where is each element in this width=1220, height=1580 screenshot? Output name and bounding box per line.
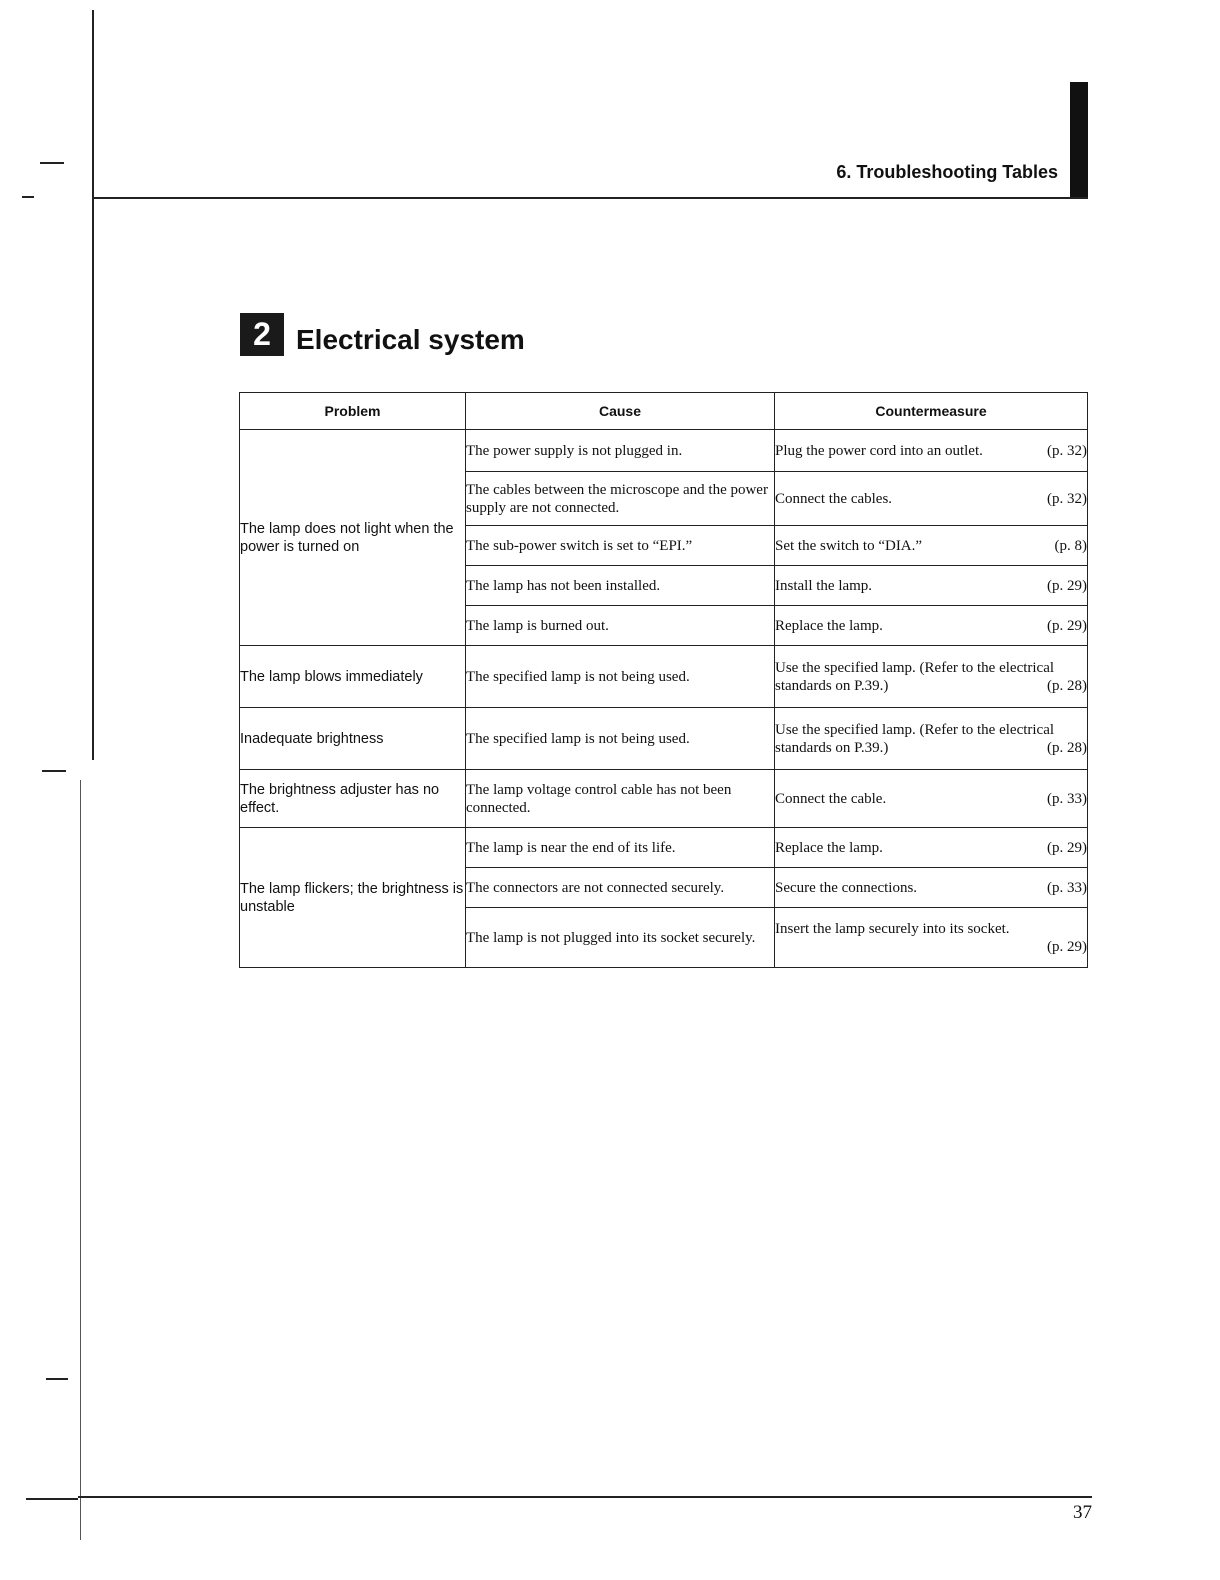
countermeasure-text: standards on P.39.) <box>775 739 889 756</box>
binding-mark <box>42 770 66 772</box>
table-row <box>240 708 1088 770</box>
page-reference: (p. 29) <box>1047 938 1087 955</box>
cause-cell: The cables between the microscope and the power supply are not connected. <box>466 472 775 526</box>
binding-mark <box>22 196 34 198</box>
countermeasure-text: Secure the connections. <box>775 879 918 896</box>
cause-cell: The specified lamp is not being used. <box>466 708 775 770</box>
page-reference: (p. 29) <box>1047 839 1087 856</box>
page-reference: (p. 33) <box>1047 790 1087 807</box>
page-reference: (p. 29) <box>1047 577 1087 594</box>
header-problem: Problem <box>240 393 466 430</box>
page-reference: (p. 28) <box>1047 677 1087 694</box>
binding-line <box>80 780 81 1540</box>
troubleshooting-table <box>239 392 1088 968</box>
page-reference: (p. 29) <box>1047 617 1087 634</box>
countermeasure-text: Insert the lamp securely into its socket. <box>775 920 1010 937</box>
countermeasure-cell <box>775 770 1088 828</box>
problem-cell: The lamp blows immediately <box>240 646 466 708</box>
countermeasure-text: Set the switch to “DIA.” <box>775 537 923 554</box>
countermeasure-text: Plug the power cord into an outlet. <box>775 442 983 459</box>
countermeasure-cell <box>775 430 1088 472</box>
countermeasure-text: standards on P.39.) <box>775 677 889 694</box>
countermeasure-cell <box>775 908 1088 968</box>
binding-mark <box>46 1378 68 1380</box>
cause-cell: The lamp is not plugged into its socket securely. <box>466 908 775 968</box>
countermeasure-text: Use the specified lamp. (Refer to the electrical <box>775 659 1055 676</box>
countermeasure-text: Use the specified lamp. (Refer to the electrical <box>775 721 1055 738</box>
cause-cell: The lamp voltage control cable has not been connected. <box>466 770 775 828</box>
countermeasure-cell <box>775 646 1088 708</box>
cause-cell: The power supply is not plugged in. <box>466 430 775 472</box>
binding-mark <box>40 162 64 164</box>
problem-cell: The brightness adjuster has no effect. <box>240 770 466 828</box>
page-reference: (p. 28) <box>1047 739 1087 756</box>
page-reference: (p. 32) <box>1047 490 1087 507</box>
problem-cell: The lamp flickers; the brightness is unstable <box>240 828 466 968</box>
running-header-title: 6. Troubleshooting Tables <box>836 162 1058 182</box>
countermeasure-cell <box>775 526 1088 566</box>
section-title: Electrical system <box>296 324 525 355</box>
chapter-tab-marker <box>1070 82 1088 198</box>
table-row <box>240 828 1088 868</box>
binding-mark <box>26 1498 78 1500</box>
table-row <box>240 770 1088 828</box>
page-reference: (p. 8) <box>1054 537 1087 554</box>
countermeasure-text: Install the lamp. <box>775 577 873 594</box>
table-row <box>240 430 1088 472</box>
cause-cell: The lamp has not been installed. <box>466 566 775 606</box>
page-reference: (p. 32) <box>1047 442 1087 459</box>
countermeasure-text: Replace the lamp. <box>775 617 883 634</box>
binding-line <box>92 10 94 760</box>
cause-cell: The lamp is burned out. <box>466 606 775 646</box>
page-reference: (p. 33) <box>1047 879 1087 896</box>
footer-rule <box>78 1496 1092 1498</box>
countermeasure-cell <box>775 606 1088 646</box>
cause-cell: The sub-power switch is set to “EPI.” <box>466 526 775 566</box>
countermeasure-cell <box>775 828 1088 868</box>
cause-cell: The connectors are not connected securely. <box>466 868 775 908</box>
countermeasure-cell <box>775 566 1088 606</box>
header-cause: Cause <box>466 393 775 430</box>
cause-cell: The specified lamp is not being used. <box>466 646 775 708</box>
table-row <box>240 646 1088 708</box>
table-header-row <box>240 393 1088 430</box>
countermeasure-cell <box>775 708 1088 770</box>
countermeasure-cell <box>775 472 1088 526</box>
cause-cell: The lamp is near the end of its life. <box>466 828 775 868</box>
problem-cell: The lamp does not light when the power is turned on <box>240 430 466 646</box>
countermeasure-text: Connect the cables. <box>775 490 893 507</box>
page-number: 37 <box>1073 1502 1092 1523</box>
problem-cell: Inadequate brightness <box>240 708 466 770</box>
header-countermeasure: Countermeasure <box>775 393 1088 430</box>
header-rule <box>94 197 1088 199</box>
countermeasure-text: Replace the lamp. <box>775 839 883 856</box>
countermeasure-text: Connect the cable. <box>775 790 887 807</box>
countermeasure-cell <box>775 868 1088 908</box>
section-number-badge: 2 <box>240 313 284 356</box>
